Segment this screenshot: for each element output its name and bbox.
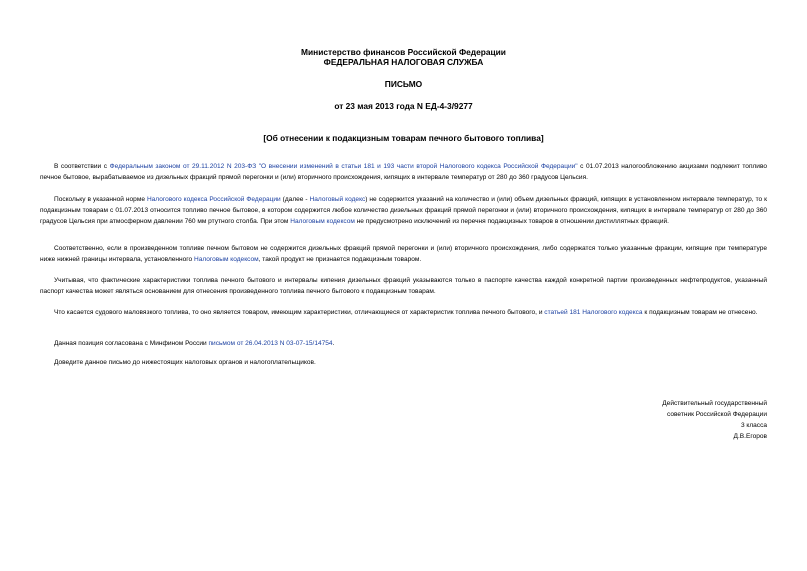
- paragraph-3: [40, 243, 767, 265]
- doc-type: ПИСЬМО: [384, 79, 423, 89]
- signature-block: [662, 398, 767, 442]
- signature-line: 3 класса: [740, 422, 767, 429]
- tax-code-short-link[interactable]: Налоговый кодекс: [309, 196, 366, 203]
- doc-date-number: от 23 мая 2013 года N ЕД-4-3/9277: [334, 101, 473, 111]
- paragraph-4: [40, 275, 767, 297]
- paragraph-6: [40, 338, 767, 349]
- law-link[interactable]: Федеральным законом от 29.11.2012 N 203-ФЗ "О внесении изменений в статьи 181 и 193 части второй Налогового кодекса Российской Федерации": [109, 163, 578, 170]
- minfin-letter-link[interactable]: письмом от 26.04.2013 N 03-07-15/14754: [208, 340, 333, 347]
- text: .: [332, 340, 335, 347]
- text: , такой продукт не признается подакцизным товаром.: [258, 256, 422, 263]
- tax-code-link-2[interactable]: Налоговым кодексом: [290, 218, 355, 225]
- paragraph-2: [40, 194, 767, 227]
- signer-name: Д.В.Егоров: [733, 433, 767, 440]
- text: с 01.07.2013 налогообложению акцизами подлежит топливо печное бытовое, вырабатываемое из дизельных фракций прямой перегонки и (или) вторичного происхождения, кипящих в интервале температур от 280 до 360 градусов Цельсия.: [40, 163, 768, 181]
- doc-subject: [Об отнесении к подакцизным товарам печного бытового топлива]: [263, 133, 544, 143]
- paragraph-1: [40, 161, 767, 183]
- text: В соответствии с: [54, 163, 110, 170]
- text: не предусмотрено исключений из перечня подакцизных товаров в отношении дистиллятных фракций.: [354, 218, 669, 225]
- text: Учитывая, что фактические характеристики топлива печного бытового и интервалы кипения дизельных фракций указываются только в паспорте качества каждой конкретной партии произведенных нефтепродуктов, указанный паспорт качества может являться основанием для отнесения произведенного топлива печного бытового к подакцизным товарам.: [40, 277, 767, 295]
- signature-line: советник Российской Федерации: [667, 411, 767, 418]
- ministry-title: Министерство финансов Российской Федерации: [301, 47, 506, 57]
- text: к подакцизным товарам не отнесено.: [642, 309, 758, 316]
- tax-code-link[interactable]: Налогового кодекса Российской Федерации: [146, 196, 281, 203]
- text: Доведите данное письмо до нижестоящих налоговых органов и налогоплательщиков.: [54, 359, 316, 366]
- paragraph-5: [40, 307, 767, 318]
- service-title: ФЕДЕРАЛЬНАЯ НАЛОГОВАЯ СЛУЖБА: [323, 57, 484, 67]
- text: Что касается судового маловязкого топлива, то оно является товаром, имеющим характеристики, отличающиеся от характеристик топлива печного бытового, и: [54, 309, 545, 316]
- signature-line: Действительный государственный: [662, 400, 767, 407]
- text: Соответственно, если в произведенном топливе печном бытовом не содержится дизельных фракций прямой перегонки и (или) вторичного происхождения, либо содержатся только указанные фракции, кипящие при температуре ниже нижней границы интервала, установленного: [40, 245, 767, 263]
- text: (далее -: [280, 196, 310, 203]
- text: Данная позиция согласована с Минфином России: [54, 340, 209, 347]
- text: Поскольку в указанной норме: [54, 196, 147, 203]
- text: ) не содержится указаний на количество и (или) объем дизельных фракций, кипящих в установленном интервале температур, то к подакцизным товарам с 01.07.2013 относится топливо печное бытовое, в котором содержится любое количество дизельных фракций прямой перегонки и (или) вторичного происхождения, кипящих в интервале температур от 280 до 360 градусов Цельсия при атмосферном давлении 760 мм ртутного столба. При этом: [40, 196, 768, 225]
- paragraph-7: [40, 357, 767, 368]
- tax-code-link-3[interactable]: Налоговым кодексом: [194, 256, 259, 263]
- article-181-link[interactable]: статьей 181 Налогового кодекса: [544, 309, 643, 316]
